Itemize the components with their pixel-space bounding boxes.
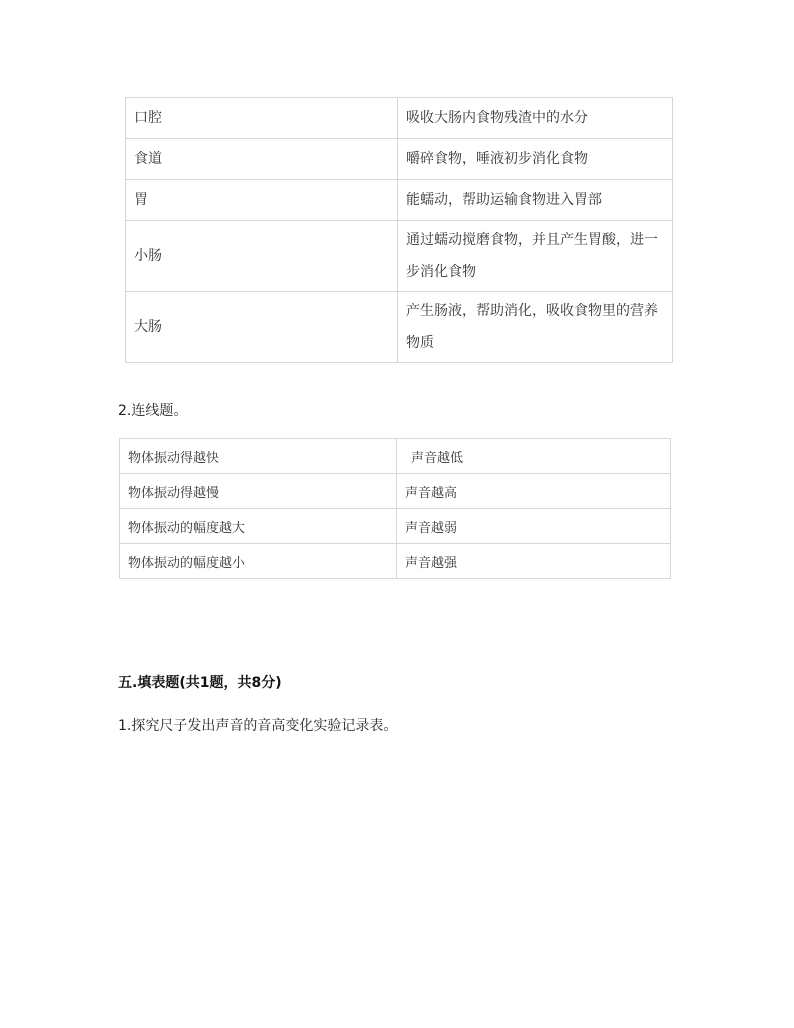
sound-cell: 声音越强	[397, 544, 671, 579]
organ-cell: 食道	[126, 139, 398, 180]
table-row	[120, 509, 671, 544]
function-cell: 能蠕动，帮助运输食物进入胃部	[398, 180, 673, 221]
organ-cell: 胃	[126, 180, 398, 221]
section-5-heading: 五.填表题(共1题，共8分)	[118, 675, 282, 691]
question-1-text: 1.探究尺子发出声音的音高变化实验记录表。	[118, 718, 398, 734]
organ-cell: 口腔	[126, 98, 398, 139]
table-row	[126, 180, 673, 221]
function-cell: 产生肠液，帮助消化，吸收食物里的营养物质	[398, 292, 673, 363]
sound-cell: 声音越弱	[397, 509, 671, 544]
sound-vibration-matching-table	[119, 438, 671, 579]
function-cell: 吸收大肠内食物残渣中的水分	[398, 98, 673, 139]
vibration-cell: 物体振动得越快	[120, 439, 397, 474]
vibration-cell: 物体振动的幅度越小	[120, 544, 397, 579]
table-row	[126, 221, 673, 292]
table-row	[120, 474, 671, 509]
organ-cell: 大肠	[126, 292, 398, 363]
sound-cell: 声音越低	[397, 439, 671, 474]
function-cell: 通过蠕动搅磨食物，并且产生胃酸，进一步消化食物	[398, 221, 673, 292]
organ-cell: 小肠	[126, 221, 398, 292]
vibration-cell: 物体振动的幅度越大	[120, 509, 397, 544]
sound-cell: 声音越高	[397, 474, 671, 509]
table-row	[120, 544, 671, 579]
table-row	[126, 292, 673, 363]
digestive-organ-matching-table	[125, 97, 673, 363]
table-row	[126, 98, 673, 139]
table-row	[126, 139, 673, 180]
table-row	[120, 439, 671, 474]
vibration-cell: 物体振动得越慢	[120, 474, 397, 509]
function-cell: 嚼碎食物，唾液初步消化食物	[398, 139, 673, 180]
question-2-title: 2.连线题。	[118, 403, 188, 419]
